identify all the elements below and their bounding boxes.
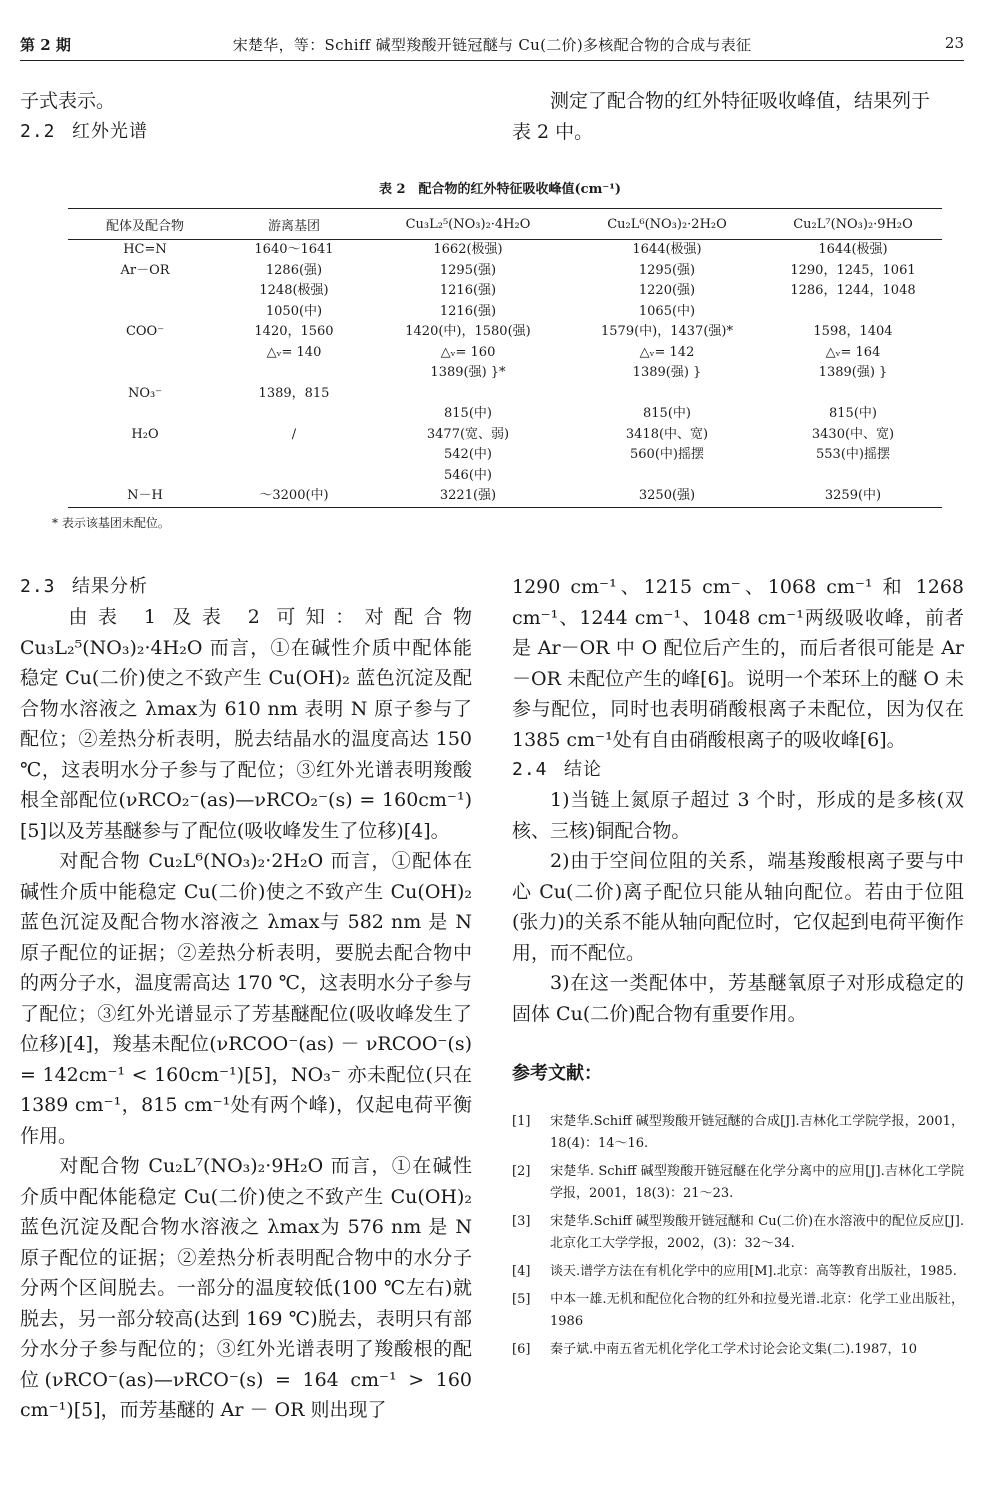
conclusion-item: 1)当链上氮原子超过 3 个时，形成的是多核(双核、三核)铜配合物。 [512, 789, 964, 842]
table-cell [68, 302, 222, 323]
reference-number: [3] [512, 1214, 531, 1229]
continued-line: 子式表示。 [20, 90, 116, 112]
table-row [68, 322, 942, 343]
table-row [68, 425, 942, 446]
table-cell [68, 404, 222, 425]
table-cell: 1662(极强) [433, 242, 503, 257]
table-cell [764, 302, 942, 323]
section-number: 2.3 [20, 576, 56, 597]
table-cell [366, 384, 570, 405]
table-header-row [68, 209, 942, 240]
conclusion-item: 2)由于空间位阻的关系，端基羧酸根离子要与中心 Cu(二价)离子配位只能从轴向配位。若由于位阻(张力)的关系不能从轴向配位时，它仅起到电荷平衡作用，而不配位。 [512, 850, 964, 964]
table-cell: / [291, 426, 297, 442]
table-cell [764, 466, 942, 487]
reference-item [512, 1161, 964, 1205]
reference-number: [1] [512, 1114, 531, 1129]
table-cell: ～3200(中) [222, 486, 366, 507]
table-row [68, 486, 942, 507]
reference-item [512, 1111, 964, 1155]
table-cell: 3259(中) [764, 486, 942, 507]
table-cell [68, 343, 222, 364]
table-cell: N－H [68, 486, 222, 507]
reference-text: 宋楚华. Schiff 碱型羧酸开链冠醚在化学分离中的应用[J].吉林化工学院学报，2001，18(3)：21～23. [550, 1164, 964, 1201]
header-rule [20, 60, 964, 61]
section-heading-2-4 [512, 755, 964, 785]
top-right-paragraph: 测定了配合物的红外特征吸收峰值，结果列于 表 2 中。 [512, 90, 931, 143]
reference-item [512, 1211, 964, 1255]
reference-text: 谈天.谱学方法在有机化学中的应用[M].北京：高等教育出版社，1985. [550, 1264, 957, 1279]
reference-text: 宋楚华.Schiff 碱型羧酸开链冠醚和 Cu(二价)在水溶液中的配位反应[J].北京化工大学学报，2002，(3)：32～34. [550, 1214, 964, 1251]
table-cell: 560(中)摇摆 [630, 447, 704, 462]
table-cell: 1295(强) [638, 262, 696, 278]
paragraph: 对配合物 Cu₂L⁷(NO₃)₂·9H₂O 而言，①在碱性介质中配体能稳定 Cu(二价)使之不致产生 Cu(OH)₂ 蓝色沉淀及配合物水溶液之 λmax为 576 nm 是 N 原子配位的证据；②差热分析表明配合物中的水分子分两个区间脱去。一部分的温度较低(100 ℃左右)就脱去，另一部分较高(达到 169 ℃)脱去，表明只有部分水分子参与配位的；③红外光谱表明了羧酸根的配位(νRCO⁻(as)—νRCO⁻(s) = 164 cm⁻¹ > 160 cm⁻¹)[5]，而芳基醚的 Ar － OR 则出现了 [20, 1155, 472, 1421]
table-cell: 1248(极强) [259, 283, 329, 298]
table-cell [68, 363, 222, 384]
section-title: 结论 [564, 759, 602, 780]
table-cell: 1295(强) [439, 262, 497, 278]
table-cell [222, 404, 366, 425]
table-cell: 1640～1641 [254, 242, 334, 257]
paragraph: 由表 1 及表 2 可知：对配合物 Cu₃L₂⁵(NO₃)₂·4H₂O 而言，①在碱性介质中配体能稳定 Cu(二价)使之不致产生 Cu(OH)₂ 蓝色沉淀及配合物水溶液之 λmax为 610 nm 表明 N 原子参与了配位；②差热分析表明，脱去结晶水的温度高达 150 ℃，这表明水分子参与了配位；③红外光谱表明羧酸根全部配位(νRCO₂⁻(as)—νRCO₂⁻(s) = 160cm⁻¹)[5]以及芳基醚参与了配位(吸收峰发生了位移)[4]。 [20, 606, 472, 842]
table-cell [570, 466, 764, 487]
table-cell: 815(中) [829, 406, 877, 421]
table-cell: 1216(强) [439, 303, 497, 319]
reference-number: [6] [512, 1342, 531, 1357]
reference-list [512, 1111, 964, 1361]
right-column [512, 572, 964, 1367]
table-cell: 546(中) [444, 467, 492, 483]
table-cell: 1286(强) [265, 262, 323, 278]
reference-item [512, 1261, 964, 1283]
table-header: Cu₂L⁶(NO₃)₂·2H₂O [570, 209, 764, 240]
table-cell: 815(中) [643, 406, 691, 421]
table-row [68, 363, 942, 384]
reference-item [512, 1339, 964, 1361]
table-header: Cu₂L⁷(NO₃)₂·9H₂O [764, 209, 942, 240]
table-cell [222, 363, 366, 384]
table-row [68, 445, 942, 466]
top-right-text [512, 86, 964, 147]
running-title: 宋楚华，等：Schiff 碱型羧酸开链冠醚与 Cu(二价)多核配合物的合成与表征 [232, 36, 752, 54]
table-cell: 3250(强) [570, 486, 764, 507]
table-row [68, 261, 942, 282]
table-cell: 1290，1245，1061 [790, 262, 916, 278]
table-cell: 3477(宽、弱) [426, 426, 510, 442]
left-column [20, 572, 472, 1426]
table-cell: 3430(中、宽) [811, 426, 895, 442]
table-cell: 542(中) [444, 447, 492, 462]
table-cell: △ᵥ= 160 [440, 344, 496, 360]
table-row [68, 281, 942, 302]
table-cell: COO⁻ [125, 324, 165, 339]
paragraph: 1290 cm⁻¹、1215 cm⁻、1068 cm⁻¹ 和 1268 cm⁻¹、1244 cm⁻¹、1048 cm⁻¹两级吸收峰，前者是 Ar－OR 中 O 配位后产生的，而后者很可能是 Ar－OR 未配位产生的峰[6]。说明一个苯环上的醚 O 未参与配位，同时也表明硝酸根离子未配位，因为仅在 1385 cm⁻¹处有自由硝酸根离子的吸收峰[6]。 [512, 576, 964, 751]
table-cell [68, 445, 222, 466]
table-cell: 1420(中)，1580(强) [405, 324, 531, 339]
section-heading-2-2 [20, 117, 472, 147]
paragraph: 对配合物 Cu₂L⁶(NO₃)₂·2H₂O 而言，①配体在碱性介质中能稳定 Cu(二价)使之不致产生 Cu(OH)₂ 蓝色沉淀及配合物水溶液之 λmax与 582 nm 是 N 原子配位的证据；②差热分析表明，要脱去配合物中的两分子水，温度需高达 170 ℃，这表明水分子参与了配位；③红外光谱显示了芳基醚配位(吸收峰发生了位移)[4]，羧基未配位(νRCOO⁻(as) － νRCOO⁻(s) = 142cm⁻¹ < 160cm⁻¹)[5]，NO₃⁻ 亦未配位(只在 1389 cm⁻¹，815 cm⁻¹处有两个峰)，仅起电荷平衡作用。 [20, 850, 472, 1147]
table-caption: 表 2 配合物的红外特征吸收峰值(cm⁻¹) [378, 182, 622, 197]
section-number: 2.4 [512, 759, 548, 780]
issue-number: 第 2 期 [20, 36, 71, 54]
table-cell: 815(中) [444, 406, 492, 421]
section-title: 红外光谱 [72, 120, 148, 142]
table-cell: 1644(极强) [632, 242, 702, 257]
table-row [68, 384, 942, 405]
table-cell: 1420，1560 [254, 324, 334, 339]
table-row [68, 240, 942, 261]
table-header: 游离基团 [222, 209, 366, 240]
table-cell: 1389(强) }* [430, 365, 506, 380]
table-row [68, 466, 942, 487]
table-cell: 1216(强) [439, 283, 497, 298]
table-row [68, 404, 942, 425]
table-cell: NO₃⁻ [127, 385, 163, 401]
table-cell: 3418(中、宽) [625, 426, 709, 442]
reference-number: [4] [512, 1264, 531, 1279]
table-cell: 1644(极强) [818, 242, 888, 257]
table-cell: HC=N [123, 242, 167, 257]
table-cell: 1220(强) [638, 283, 696, 298]
table-header: 配体及配合物 [68, 209, 222, 240]
references-title: 参考文献： [512, 1063, 602, 1084]
conclusion-item: 3)在这一类配体中，芳基醚氧原子对形成稳定的固体 Cu(二价)配合物有重要作用。 [512, 972, 964, 1025]
table-cell: 1389(强) } [818, 365, 888, 380]
table-cell [68, 281, 222, 302]
table-cell [222, 445, 366, 466]
table-row [68, 343, 942, 364]
reference-number: [5] [512, 1292, 531, 1307]
table-cell: △ᵥ= 164 [825, 344, 881, 360]
section-title: 结果分析 [72, 576, 148, 597]
table-cell: 1389，815 [258, 385, 330, 401]
table-cell: 1286，1244，1048 [790, 283, 916, 298]
ir-table [68, 208, 942, 508]
table-cell: 1598，1404 [813, 324, 893, 339]
table-cell: △ᵥ= 142 [639, 344, 695, 360]
reference-text: 秦子斌.中南五省无机化学化工学术讨论会论文集(二).1987，10 [550, 1342, 918, 1357]
reference-number: [2] [512, 1164, 531, 1179]
table-note: * 表示该基团未配位。 [52, 516, 170, 530]
table-cell: Ar－OR [120, 262, 170, 278]
page-number: 23 [944, 34, 964, 52]
table-cell [222, 466, 366, 487]
table-cell [68, 466, 222, 487]
table-cell: H₂O [131, 426, 159, 442]
table-cell: 553(中)摇摆 [816, 447, 890, 462]
table-cell: 3221(强) [366, 486, 570, 507]
table-header: Cu₃L₂⁵(NO₃)₂·4H₂O [366, 209, 570, 240]
section-heading-2-3 [20, 572, 472, 602]
table-cell: △ᵥ= 140 [266, 344, 322, 360]
table-cell [764, 384, 942, 405]
section-number: 2.2 [20, 120, 56, 142]
reference-text: 宋楚华.Schiff 碱型羧酸开链冠醚的合成[J].吉林化工学院学报，2001，18(4)：14～16. [550, 1114, 964, 1151]
table-cell: 1065(中) [638, 303, 696, 319]
reference-item [512, 1289, 964, 1333]
top-left-text [20, 86, 472, 147]
table-row [68, 302, 942, 323]
table-cell [570, 384, 764, 405]
table-cell: 1579(中)，1437(强)* [601, 324, 733, 339]
reference-text: 中本一雄.无机和配位化合物的红外和拉曼光谱.北京：化学工业出版社，1986 [550, 1292, 964, 1329]
table-cell: 1050(中) [265, 303, 323, 319]
table-cell: 1389(强) } [632, 365, 702, 380]
